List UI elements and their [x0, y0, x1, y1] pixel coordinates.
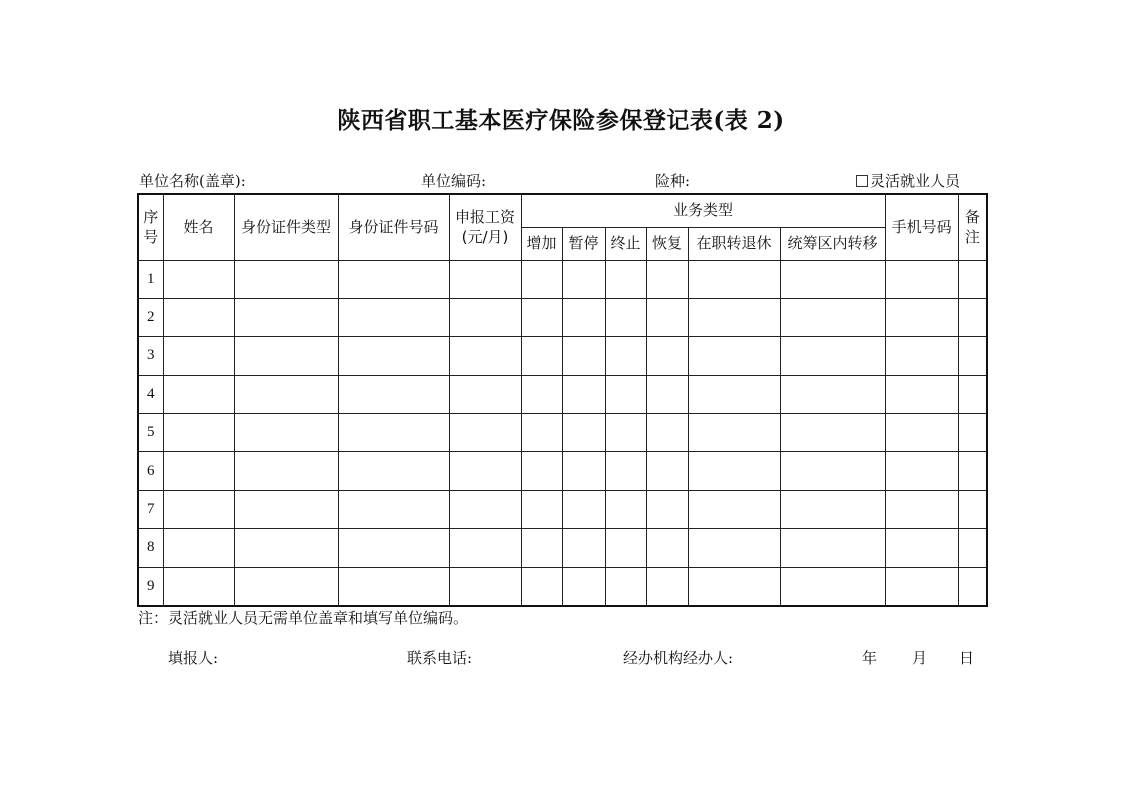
remark-cell[interactable] — [958, 452, 987, 490]
suspend-cell[interactable] — [562, 260, 605, 298]
transfer-cell[interactable] — [780, 260, 885, 298]
row-number: 6 — [138, 452, 163, 490]
agent-label: 经办机构经办人: — [623, 649, 734, 667]
terminate-cell[interactable] — [605, 490, 646, 528]
resume-cell[interactable] — [646, 529, 688, 567]
unit-name-label: 单位名称(盖章): — [139, 172, 246, 190]
id-number-cell[interactable] — [338, 529, 449, 567]
unit-code-label: 单位编码: — [421, 172, 487, 190]
header-id-number: 身份证件号码 — [338, 194, 449, 260]
transfer-cell[interactable] — [780, 490, 885, 528]
add-cell[interactable] — [521, 490, 562, 528]
remark-cell[interactable] — [958, 337, 987, 375]
phone-cell[interactable] — [885, 337, 958, 375]
id-type-cell[interactable] — [234, 529, 338, 567]
id-type-cell[interactable] — [234, 414, 338, 452]
table-row — [138, 490, 987, 528]
filler-label: 填报人: — [168, 649, 219, 667]
terminate-cell[interactable] — [605, 414, 646, 452]
terminate-cell[interactable] — [605, 529, 646, 567]
add-cell[interactable] — [521, 337, 562, 375]
row-number: 1 — [138, 260, 163, 298]
suspend-cell[interactable] — [562, 298, 605, 336]
suspend-cell[interactable] — [562, 567, 605, 605]
remark-cell[interactable] — [958, 529, 987, 567]
registration-table — [137, 193, 988, 607]
retire-cell[interactable] — [688, 490, 780, 528]
terminate-cell[interactable] — [605, 337, 646, 375]
header-name: 姓名 — [163, 194, 234, 260]
table-row — [138, 375, 987, 413]
transfer-cell[interactable] — [780, 337, 885, 375]
resume-cell[interactable] — [646, 337, 688, 375]
retire-cell[interactable] — [688, 375, 780, 413]
id-type-cell[interactable] — [234, 452, 338, 490]
table-row — [138, 529, 987, 567]
name-cell[interactable] — [163, 298, 234, 336]
flexible-employment-label: 灵活就业人员 — [870, 172, 961, 190]
suspend-cell[interactable] — [562, 414, 605, 452]
name-cell[interactable] — [163, 490, 234, 528]
id-type-cell[interactable] — [234, 337, 338, 375]
terminate-cell[interactable] — [605, 260, 646, 298]
resume-cell[interactable] — [646, 414, 688, 452]
footnote: 注：灵活就业人员无需单位盖章和填写单位编码。 — [138, 609, 469, 627]
phone-cell[interactable] — [885, 567, 958, 605]
transfer-cell[interactable] — [780, 567, 885, 605]
remark-cell[interactable] — [958, 414, 987, 452]
header-retire: 在职转退休 — [688, 227, 780, 260]
name-cell[interactable] — [163, 260, 234, 298]
phone-cell[interactable] — [885, 490, 958, 528]
row-number: 7 — [138, 490, 163, 528]
add-cell[interactable] — [521, 529, 562, 567]
phone-cell[interactable] — [885, 298, 958, 336]
suspend-cell[interactable] — [562, 529, 605, 567]
contact-phone-label: 联系电话: — [407, 649, 473, 667]
id-number-cell[interactable] — [338, 337, 449, 375]
suspend-cell[interactable] — [562, 452, 605, 490]
name-cell[interactable] — [163, 414, 234, 452]
wage-cell[interactable] — [449, 298, 521, 336]
wage-cell[interactable] — [449, 375, 521, 413]
header-add: 增加 — [521, 227, 562, 260]
phone-cell[interactable] — [885, 375, 958, 413]
resume-cell[interactable] — [646, 452, 688, 490]
remark-cell[interactable] — [958, 490, 987, 528]
wage-cell[interactable] — [449, 490, 521, 528]
insurance-type-label: 险种: — [655, 172, 691, 190]
transfer-cell[interactable] — [780, 452, 885, 490]
add-cell[interactable] — [521, 298, 562, 336]
retire-cell[interactable] — [688, 452, 780, 490]
id-number-cell[interactable] — [338, 298, 449, 336]
table-row — [138, 452, 987, 490]
add-cell[interactable] — [521, 260, 562, 298]
id-type-cell[interactable] — [234, 490, 338, 528]
id-number-cell[interactable] — [338, 375, 449, 413]
add-cell[interactable] — [521, 414, 562, 452]
row-number: 4 — [138, 375, 163, 413]
wage-cell[interactable] — [449, 529, 521, 567]
wage-cell[interactable] — [449, 452, 521, 490]
wage-cell[interactable] — [449, 567, 521, 605]
remark-cell[interactable] — [958, 298, 987, 336]
retire-cell[interactable] — [688, 298, 780, 336]
retire-cell[interactable] — [688, 337, 780, 375]
resume-cell[interactable] — [646, 490, 688, 528]
phone-cell[interactable] — [885, 260, 958, 298]
terminate-cell[interactable] — [605, 452, 646, 490]
date-day: 日 — [959, 649, 975, 667]
table-row — [138, 260, 987, 298]
resume-cell[interactable] — [646, 260, 688, 298]
transfer-cell[interactable] — [780, 414, 885, 452]
header-resume: 恢复 — [646, 227, 688, 260]
retire-cell[interactable] — [688, 414, 780, 452]
suspend-cell[interactable] — [562, 337, 605, 375]
date-year: 年 — [862, 649, 878, 667]
header-phone: 手机号码 — [885, 194, 958, 260]
suspend-cell[interactable] — [562, 375, 605, 413]
resume-cell[interactable] — [646, 375, 688, 413]
table-row — [138, 298, 987, 336]
add-cell[interactable] — [521, 375, 562, 413]
date-month: 月 — [912, 649, 928, 667]
row-number: 8 — [138, 529, 163, 567]
header-business-type: 业务类型 — [521, 194, 885, 227]
name-cell[interactable] — [163, 567, 234, 605]
retire-cell[interactable] — [688, 529, 780, 567]
id-type-cell[interactable] — [234, 375, 338, 413]
suspend-cell[interactable] — [562, 490, 605, 528]
id-number-cell[interactable] — [338, 490, 449, 528]
retire-cell[interactable] — [688, 567, 780, 605]
terminate-cell[interactable] — [605, 298, 646, 336]
transfer-cell[interactable] — [780, 375, 885, 413]
checkbox-icon[interactable] — [856, 175, 868, 187]
wage-cell[interactable] — [449, 260, 521, 298]
id-number-cell[interactable] — [338, 414, 449, 452]
transfer-cell[interactable] — [780, 529, 885, 567]
add-cell[interactable] — [521, 567, 562, 605]
wage-cell[interactable] — [449, 337, 521, 375]
header-transfer: 统筹区内转移 — [780, 227, 885, 260]
phone-cell[interactable] — [885, 529, 958, 567]
name-cell[interactable] — [163, 337, 234, 375]
id-type-cell[interactable] — [234, 567, 338, 605]
id-type-cell[interactable] — [234, 260, 338, 298]
resume-cell[interactable] — [646, 298, 688, 336]
id-type-cell[interactable] — [234, 298, 338, 336]
remark-cell[interactable] — [958, 260, 987, 298]
terminate-cell[interactable] — [605, 567, 646, 605]
transfer-cell[interactable] — [780, 298, 885, 336]
id-number-cell[interactable] — [338, 452, 449, 490]
table-row — [138, 414, 987, 452]
row-number: 2 — [138, 298, 163, 336]
id-number-cell[interactable] — [338, 567, 449, 605]
name-cell[interactable] — [163, 375, 234, 413]
table-row — [138, 567, 987, 605]
id-number-cell[interactable] — [338, 260, 449, 298]
header-id-type: 身份证件类型 — [234, 194, 338, 260]
row-number: 3 — [138, 337, 163, 375]
row-number: 5 — [138, 414, 163, 452]
header-seq: 序 号 — [138, 194, 163, 260]
terminate-cell[interactable] — [605, 375, 646, 413]
header-terminate: 终止 — [605, 227, 646, 260]
resume-cell[interactable] — [646, 567, 688, 605]
remark-cell[interactable] — [958, 567, 987, 605]
flexible-employment-option[interactable] — [856, 170, 960, 191]
name-cell[interactable] — [163, 452, 234, 490]
phone-cell[interactable] — [885, 452, 958, 490]
form-title: 陕西省职工基本医疗保险参保登记表(表 2) — [337, 107, 785, 134]
header-suspend: 暂停 — [562, 227, 605, 260]
add-cell[interactable] — [521, 452, 562, 490]
phone-cell[interactable] — [885, 414, 958, 452]
header-remark: 备 注 — [958, 194, 987, 260]
row-number: 9 — [138, 567, 163, 605]
header-declared-wage: 申报工资 (元/月) — [449, 194, 521, 260]
retire-cell[interactable] — [688, 260, 780, 298]
table-row — [138, 337, 987, 375]
name-cell[interactable] — [163, 529, 234, 567]
remark-cell[interactable] — [958, 375, 987, 413]
wage-cell[interactable] — [449, 414, 521, 452]
